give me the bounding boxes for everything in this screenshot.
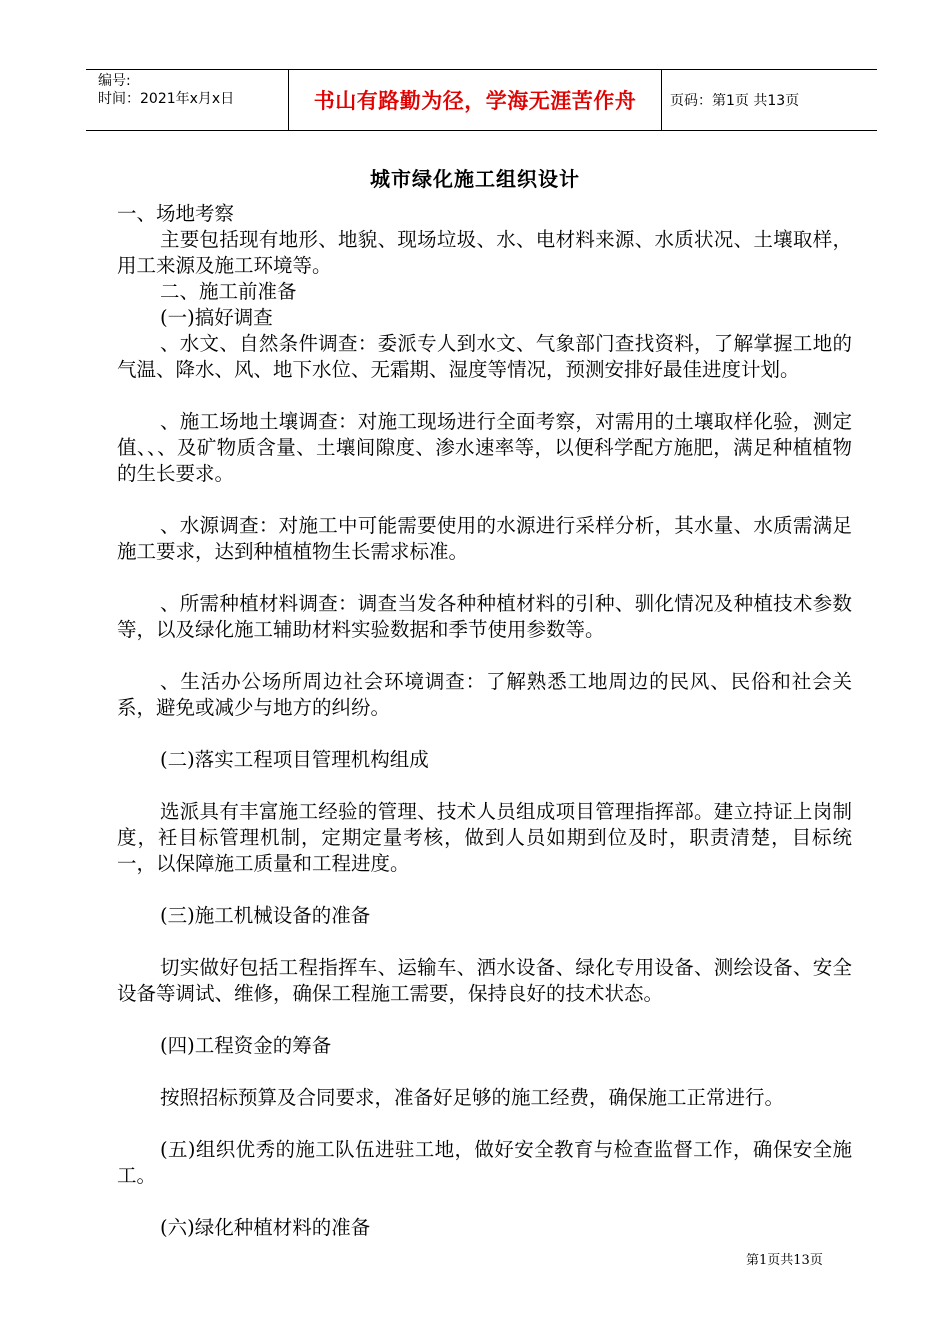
paragraph: 切实做好包括工程指挥车、运输车、洒水设备、绿化专用设备、测绘设备、安全设备等调试、维修，确保工程施工需要，保持良好的技术状态。 xyxy=(117,956,852,1005)
header-motto: 书山有路勤为径，学海无涯苦作舟 xyxy=(288,70,662,130)
paragraph: 主要包括现有地形、地貌、现场垃圾、水、电材料来源、水质状况、土壤取样，用工来源及施工环境等。 xyxy=(117,228,852,277)
page-header xyxy=(86,69,877,131)
paragraph: (五)组织优秀的施工队伍进驻工地，做好安全教育与检查监督工作，确保安全施工。 xyxy=(117,1138,852,1187)
paragraph: 按照招标预算及合同要求，准备好足够的施工经费，确保施工正常进行。 xyxy=(160,1086,785,1109)
document-code-label: 编号: xyxy=(98,73,131,89)
document-time: 时间：2021年x月x日 xyxy=(98,91,235,107)
paragraph: 、水源调查：对施工中可能需要使用的水源进行采样分析，其水量、水质需满足施工要求，达到种植植物生长需求标准。 xyxy=(117,514,852,563)
subsection-heading: (三)施工机械设备的准备 xyxy=(160,904,371,927)
paragraph: 选派具有丰富施工经验的管理、技术人员组成项目管理指挥部。建立持证上岗制度，衽目标管理机制，定期定量考核，做到人员如期到位及时，职责清楚，目标统一，以保障施工质量和工程进度。 xyxy=(117,800,852,875)
header-page-info: 页码：第1页 共13页 xyxy=(670,93,800,109)
document-body xyxy=(117,201,852,1241)
section-heading: 二、施工前准备 xyxy=(160,280,297,303)
paragraph: 、水文、自然条件调查：委派专人到水文、气象部门查找资料，了解掌握工地的气温、降水、风、地下水位、无霜期、湿度等情况，预测安排好最佳进度计划。 xyxy=(117,332,852,381)
header-meta xyxy=(86,70,288,130)
subsection-heading: (二)落实工程项目管理机构组成 xyxy=(160,748,429,771)
subsection-heading: (一)搞好调查 xyxy=(160,306,273,329)
document-title: 城市绿化施工组织设计 xyxy=(370,167,580,191)
subsection-heading: (六)绿化种植材料的准备 xyxy=(160,1216,371,1239)
section-heading: 一、场地考察 xyxy=(117,202,235,225)
paragraph: 、施工场地土壤调查：对施工现场进行全面考察，对需用的土壤取样化验，测定值、、、及矿物质含量、土壤间隙度、渗水速率等，以便科学配方施肥，满足种植植物的生长要求。 xyxy=(117,410,852,485)
paragraph: 、生活办公场所周边社会环境调查：了解熟悉工地周边的民风、民俗和社会关系，避免或减少与地方的纠纷。 xyxy=(117,670,852,719)
subsection-heading: (四)工程资金的筹备 xyxy=(160,1034,332,1057)
paragraph: 、所需种植材料调查：调查当发各种种植材料的引种、驯化情况及种植技术参数等，以及绿化施工辅助材料实验数据和季节使用参数等。 xyxy=(117,592,852,641)
page-footer: 第1页共13页 xyxy=(746,1253,823,1268)
